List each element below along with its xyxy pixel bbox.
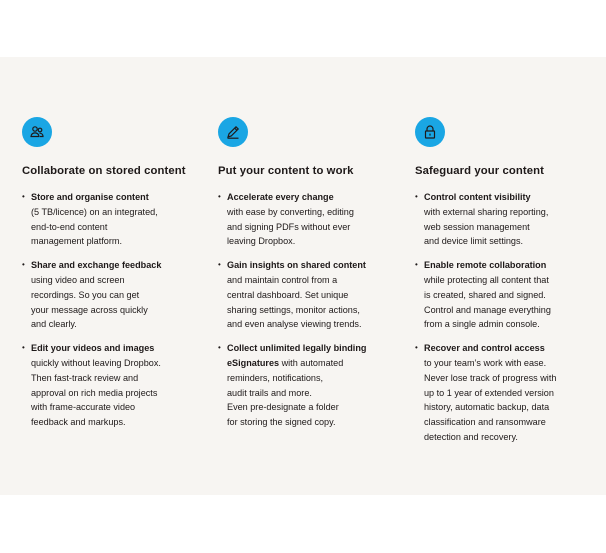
list-item bbox=[415, 341, 595, 445]
column-title: Collaborate on stored content bbox=[22, 165, 186, 177]
feature-list bbox=[22, 190, 202, 430]
item-body: with external sharing reporting, web session management and device limit settings. bbox=[424, 206, 549, 247]
item-body: and maintain control from a central dashboard. Set unique sharing settings, monitor actions, and even analyse viewing trends. bbox=[227, 274, 362, 330]
item-heading: Collect unlimited legally binding eSignatures bbox=[227, 343, 367, 368]
item-heading: • Share and exchange feedback bbox=[31, 260, 162, 271]
list-item bbox=[218, 190, 398, 249]
item-heading: • Store and organise content bbox=[31, 192, 149, 202]
features-panel bbox=[0, 57, 606, 495]
list-item bbox=[218, 341, 398, 430]
item-body: quickly without leaving Dropbox. Then fast-track review and approval on rich media projects with frame-accurate video feedback and markups. bbox=[31, 357, 161, 428]
list-item bbox=[22, 190, 202, 249]
item-body: with automated reminders, notifications, audit trails and more. Even pre-designate a folder for storing the signed copy. bbox=[227, 357, 344, 428]
list-item bbox=[415, 190, 595, 249]
item-body: while protecting all content that is created, shared and signed. Control and manage everything from a single admin console. bbox=[424, 274, 551, 330]
feature-list bbox=[415, 190, 595, 445]
list-item bbox=[22, 258, 202, 332]
item-heading: • Control content visibility bbox=[424, 192, 531, 202]
pencil-icon bbox=[218, 117, 248, 147]
list-item bbox=[415, 258, 595, 332]
item-body: with ease by converting, editing and signing PDFs without ever leaving Dropbox. bbox=[227, 206, 354, 247]
item-body: using video and screen recordings. So you can get your message across quickly and clearly. bbox=[31, 274, 148, 330]
users-icon bbox=[22, 117, 52, 147]
feature-column-collaborate bbox=[22, 117, 202, 439]
column-title: Safeguard your content bbox=[415, 165, 544, 177]
item-heading: • Accelerate every change bbox=[227, 192, 334, 202]
item-heading: • Enable remote collaboration bbox=[424, 260, 547, 271]
lock-icon bbox=[415, 117, 445, 147]
item-heading: • Recover and control access bbox=[424, 343, 545, 354]
item-heading: • Edit your videos and images bbox=[31, 343, 155, 354]
column-title: Put your content to work bbox=[218, 165, 354, 177]
feature-list bbox=[218, 190, 398, 430]
list-item bbox=[218, 258, 398, 332]
item-body: to your team’s work with ease. Never lose track of progress with up to 1 year of extended version history, automatic backup, data classification and ransomware detection and recovery. bbox=[424, 357, 557, 442]
item-body: (5 TB/licence) on an integrated, end-to-end content management platform. bbox=[31, 206, 158, 247]
list-item bbox=[22, 341, 202, 430]
item-heading: • Gain insights on shared content bbox=[227, 260, 366, 271]
feature-column-content bbox=[218, 117, 398, 439]
feature-column-safeguard bbox=[415, 117, 595, 454]
